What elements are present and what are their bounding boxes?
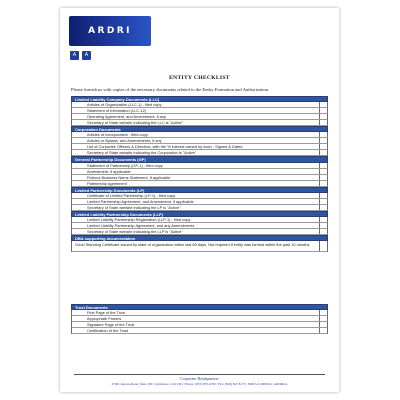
checkbox[interactable] [319,138,327,143]
checklist-item-label: Good Standing Certificate issued by state of organization within last 60 days. Not required if entity was formed within the past 10 months [75,241,310,247]
checklist-item-label: Partnership Agreement [87,180,127,186]
checkbox[interactable] [319,322,327,327]
checklist-item-label: Limited Liability Partnership Agreement, and any Amendments [87,222,195,228]
checklist-item-label: Fictious Business Name Statement, if applicable [87,174,171,180]
checklist-item-label: First Page of the Trust [87,310,126,316]
checklist-item-label: Certification of the Trust [87,328,129,334]
section-header-label: Trust Documents [75,305,108,310]
section-header-label: Corporation Documents [75,127,121,133]
checkbox[interactable] [319,205,327,210]
checkbox[interactable] [319,223,327,228]
section-header-label: General Partnership Documents (GP) [75,157,146,163]
checklist-item-label: Operating Agreement, and Amendment, if any [87,114,166,120]
checkbox[interactable] [319,229,327,234]
checklist-item-label: Statement of Information (LLC-12) [87,108,147,114]
checkbox[interactable] [319,328,327,333]
checkbox[interactable] [319,181,327,186]
checklist-item-label: Secretary of State website indicating the LLC is "Active" [87,120,183,126]
page-title: ENTITY CHECKLIST [169,75,230,81]
checkbox[interactable] [319,120,327,125]
section-header-label: Limited Partnership Documents (LP) [75,187,145,193]
section-header-label: DBA supporting documentation [75,235,136,241]
badge-icon-1: A [70,51,79,60]
checklist-row [71,328,328,334]
checkbox[interactable] [319,199,327,204]
section-header-label: Limited Liability Partnership Documents (LLP) [75,211,164,217]
badge-row [70,51,91,60]
checkbox[interactable] [319,144,327,149]
checklist-item-label: Amendment, if applicable [87,168,131,174]
document-page [60,8,339,392]
checkbox[interactable] [319,175,327,180]
checklist-item-label: Signature Page of the Trust [87,322,135,328]
footer-divider [74,374,325,375]
checkbox[interactable] [319,150,327,155]
checklist-item-label: Articles or Bylaws, and Amendments, if any [87,138,162,144]
checklist-item-label: Certificate of Limited Partnership (LP-1) - filed copy [87,192,176,198]
checkbox[interactable] [319,163,327,168]
trust-documents-table [71,304,328,334]
section-header-label: Limited Liability Company Documents (LLC) [75,97,160,102]
checkbox[interactable] [319,241,327,251]
checklist-item-label: Secretary of State website indicating the Corporation is "Active" [87,150,197,156]
checklist-item-label: Articles of Organization (LLC-1) - filed copy [87,102,162,108]
checklist-item-label: Limited Liability Partnership Registration (LLP-1) - filed copy [87,216,191,222]
logo-text: ARDRI [88,26,132,36]
checklist-item-label: Secretary of State website indicating the LLP is "Active" [87,228,183,234]
checkbox[interactable] [319,193,327,198]
checklist-item-label: Statement of Partnership (GP-1) - filed copy [87,162,163,168]
checkbox[interactable] [319,102,327,107]
checklist-item-label: Secretary of State website indicating the LP is "Active" [87,204,181,210]
checkbox[interactable] [319,108,327,113]
badge-icon-2: A [82,51,91,60]
checkbox[interactable] [319,316,327,321]
checklist-item-label: Appropriate Powers [87,316,122,322]
footer-address: 27001 Agoura Road, Suite 100 | Calabasas, CA 91301 | Phone: (855) 855-6760 | Fax: (818) 847-8175 | NMLS # 2069254 | ARDRI.io [111,382,288,386]
entity-checklist-table [71,96,328,252]
checkbox[interactable] [319,169,327,174]
checklist-item-label: Limited Partnership Agreement, and Amendment, if applicable [87,198,194,204]
footer-headquarters: Corporate Headquarters [180,376,219,381]
checkbox[interactable] [319,217,327,222]
checklist-item-label: List of Corporate Officers & Directors, with the % interest owned by each - Signed & Dated [87,144,243,150]
intro-text: Please furnish us with copies of the necessary documents related to the Entity Formation and Authorization. [71,87,270,92]
checkbox[interactable] [319,114,327,119]
checklist-row [71,241,328,252]
checkbox[interactable] [319,310,327,315]
company-logo [69,16,151,46]
checklist-item-label: Articles of Incorporation - filed copy [87,132,148,138]
checkbox[interactable] [319,132,327,137]
